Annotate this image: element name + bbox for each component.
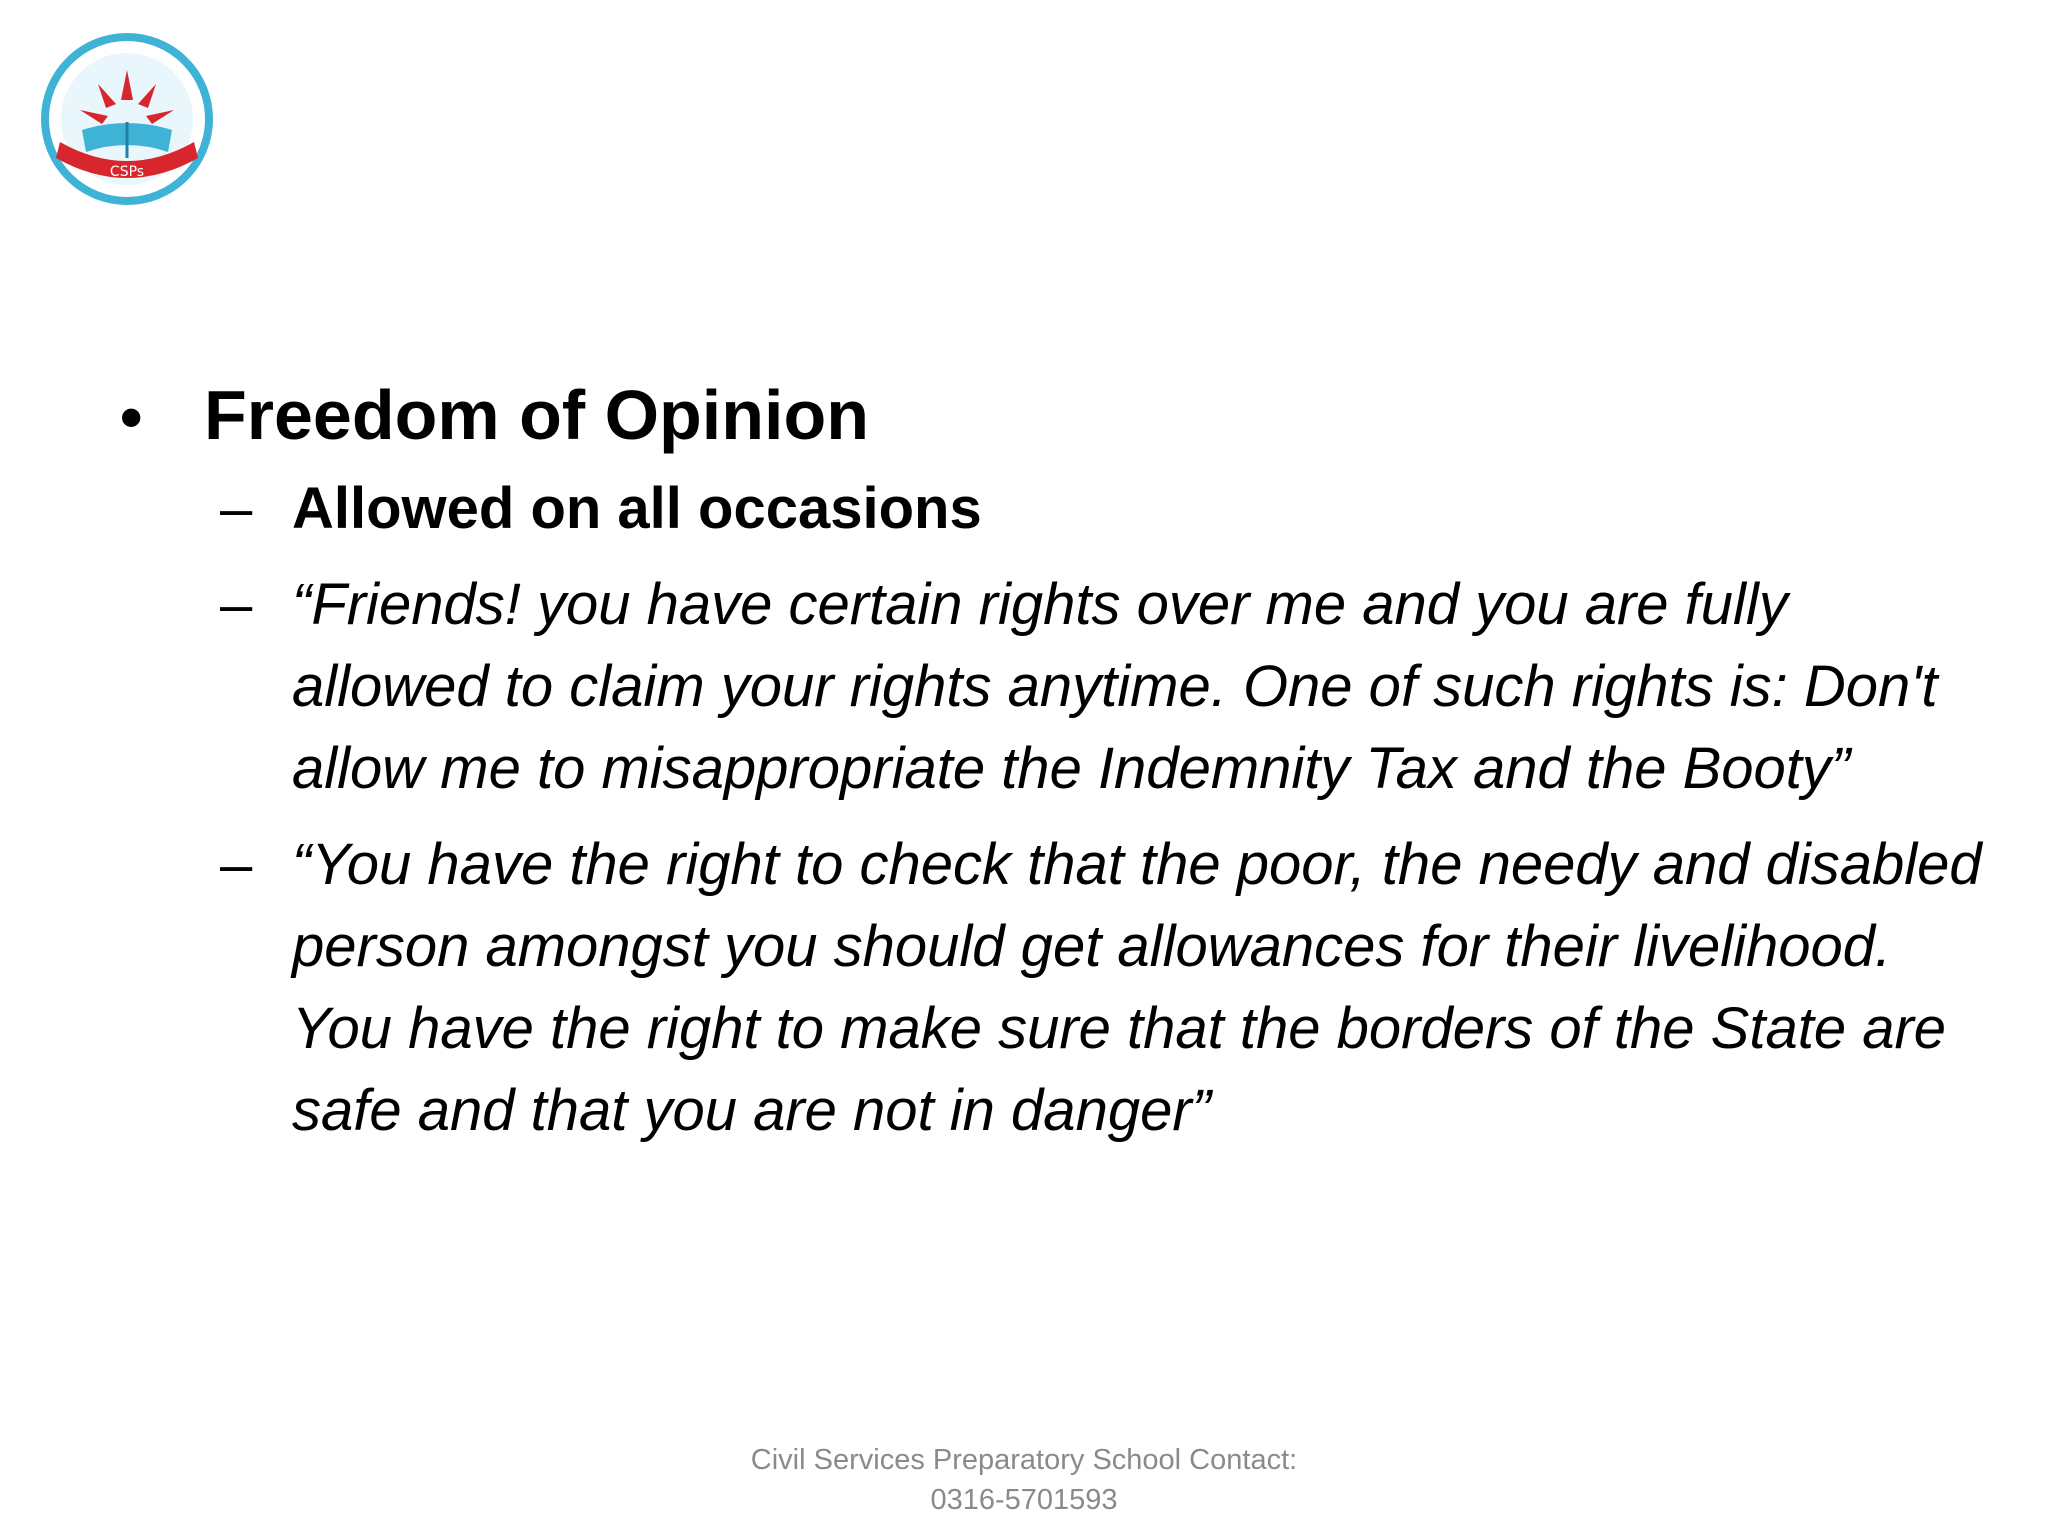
sub-point-list	[220, 468, 1990, 1152]
slide-content	[120, 370, 1990, 1166]
quote-text: “Friends! you have certain rights over me and you are fully allowed to claim your rights anytime. One of such rights is: Don't allow me to misappropriate the Indemnity Tax and the Booty”	[292, 572, 1938, 801]
sub-point-1	[220, 468, 1990, 550]
sub-point-text: Allowed on all occasions	[292, 476, 982, 541]
dash-marker: –	[220, 572, 253, 637]
slide-heading: Freedom of Opinion	[204, 376, 869, 454]
dash-marker: –	[220, 832, 253, 897]
footer-line-1: Civil Services Preparatory School Contact:	[750, 1444, 1298, 1476]
footer-line-2: 0316-5701593	[930, 1484, 1118, 1516]
slide-footer	[600, 1440, 1448, 1520]
logo-abbr: CSPs	[109, 164, 145, 180]
main-bullet	[120, 370, 1990, 462]
school-logo	[38, 30, 216, 208]
dash-marker: –	[220, 476, 253, 541]
sub-point-3	[220, 824, 1990, 1152]
quote-text: “You have the right to check that the poor, the needy and disabled person amongst you should get allowances for their livelihood. You have the right to make sure that the borders of the State are safe and that you are not in danger”	[292, 832, 1982, 1143]
sub-point-2	[220, 564, 1990, 810]
school-logo-emblem	[38, 30, 216, 208]
bullet-dot: •	[120, 381, 143, 453]
